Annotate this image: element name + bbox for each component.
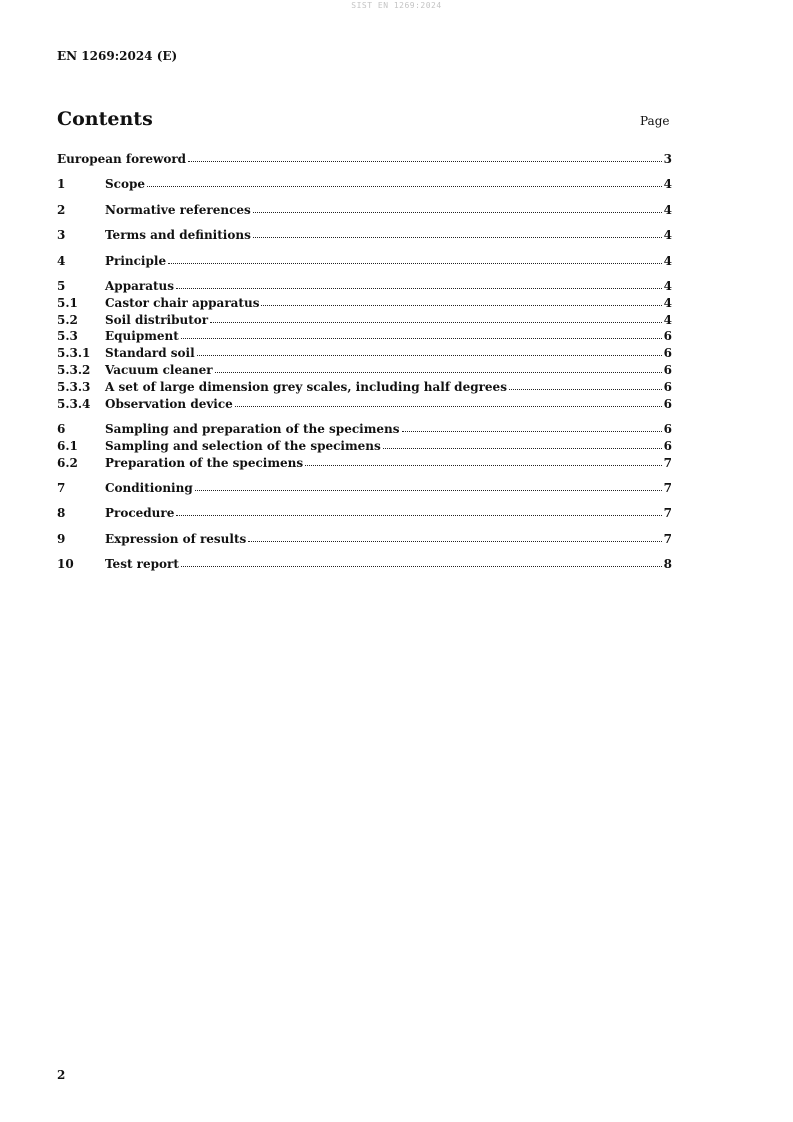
toc-entry-5-2[interactable] bbox=[57, 312, 672, 329]
toc-entry-title: Conditioning bbox=[105, 480, 193, 495]
toc-leader-dots bbox=[168, 254, 662, 264]
toc-entry-page: 4 bbox=[663, 295, 672, 310]
toc-entry-title: Preparation of the specimens bbox=[105, 455, 304, 470]
toc-entry-5[interactable] bbox=[57, 278, 672, 295]
toc-entry-6-1[interactable] bbox=[57, 438, 672, 455]
toc-leader-dots bbox=[147, 177, 662, 187]
toc-entry-5-3-2[interactable] bbox=[57, 362, 672, 379]
toc-entry-number: 5.3 bbox=[57, 329, 78, 344]
toc-entry-page: 6 bbox=[663, 346, 672, 361]
toc-leader-dots bbox=[181, 557, 662, 567]
toc-leader-dots bbox=[261, 296, 661, 306]
toc-entry-title: Terms and definitions bbox=[105, 228, 251, 243]
toc-entry-title: A set of large dimension grey scales, including half degrees bbox=[105, 379, 507, 394]
toc-entry-5-3-3[interactable] bbox=[57, 379, 672, 396]
toc-entry-page: 3 bbox=[663, 152, 672, 166]
toc-leader-dots bbox=[402, 422, 662, 432]
toc-entry-title: Scope bbox=[105, 177, 146, 192]
contents-heading: Contents bbox=[57, 108, 153, 130]
toc-entry-page: 4 bbox=[663, 202, 672, 217]
toc-entry-5-3-1[interactable] bbox=[57, 345, 672, 362]
toc-entry-page: 6 bbox=[663, 362, 672, 377]
table-of-contents bbox=[57, 151, 672, 573]
toc-entry-page: 6 bbox=[663, 379, 672, 394]
toc-leader-dots bbox=[248, 532, 661, 542]
toc-entry-title: Normative references bbox=[105, 202, 251, 217]
toc-entry-number: 6.1 bbox=[57, 438, 78, 453]
toc-entry-page: 7 bbox=[663, 455, 672, 470]
toc-entry-number: 5.1 bbox=[57, 295, 78, 310]
toc-leader-dots bbox=[197, 346, 662, 356]
toc-entry-1[interactable] bbox=[57, 176, 672, 193]
toc-entry-page: 7 bbox=[663, 480, 672, 495]
toc-leader-dots bbox=[305, 456, 662, 466]
toc-entry-number: 5.3.3 bbox=[57, 379, 91, 394]
toc-leader-dots bbox=[383, 439, 662, 449]
toc-entry-6[interactable] bbox=[57, 421, 672, 438]
toc-entry-number: 1 bbox=[57, 177, 66, 192]
toc-entry-page: 6 bbox=[663, 421, 672, 436]
toc-entry-number: 5.2 bbox=[57, 312, 78, 327]
toc-entry-page: 4 bbox=[663, 253, 672, 268]
toc-entry-number: 10 bbox=[57, 557, 74, 572]
toc-entry-page: 4 bbox=[663, 228, 672, 243]
toc-entry-number: 2 bbox=[57, 202, 66, 217]
toc-entry-page: 4 bbox=[663, 278, 672, 293]
toc-entry-title: Procedure bbox=[105, 506, 175, 521]
toc-leader-dots bbox=[176, 279, 662, 289]
toc-leader-dots bbox=[253, 228, 662, 238]
toc-entry-page: 7 bbox=[663, 531, 672, 546]
toc-entry-title: Sampling and preparation of the specimens bbox=[105, 421, 400, 436]
document-id: EN 1269:2024 (E) bbox=[57, 49, 178, 63]
watermark: SIST EN 1269:2024 bbox=[351, 1, 442, 10]
toc-entry-5-1[interactable] bbox=[57, 295, 672, 312]
toc-entry-8[interactable] bbox=[57, 505, 672, 522]
toc-entry-title: Equipment bbox=[105, 329, 179, 344]
toc-entry-page: 4 bbox=[663, 177, 672, 192]
toc-entry-5-3-4[interactable] bbox=[57, 396, 672, 413]
toc-entry-title: Expression of results bbox=[105, 531, 247, 546]
toc-entry-title: Standard soil bbox=[105, 346, 195, 361]
toc-leader-dots bbox=[181, 329, 662, 339]
toc-entry-title: Principle bbox=[105, 253, 167, 268]
toc-entry-title: Soil distributor bbox=[105, 312, 209, 327]
toc-entry-4[interactable] bbox=[57, 253, 672, 270]
toc-entry-number: 8 bbox=[57, 506, 66, 521]
toc-entry-title: Observation device bbox=[105, 396, 233, 411]
toc-entry-title: Apparatus bbox=[105, 278, 174, 293]
toc-entry-10[interactable] bbox=[57, 556, 672, 573]
page-number: 2 bbox=[57, 1068, 66, 1082]
toc-leader-dots bbox=[509, 380, 662, 390]
toc-leader-dots bbox=[253, 203, 662, 213]
toc-entry-number: 9 bbox=[57, 531, 66, 546]
toc-entry-page: 4 bbox=[663, 312, 672, 327]
toc-entry-number: 6.2 bbox=[57, 455, 78, 470]
toc-entry-foreword[interactable] bbox=[57, 151, 672, 168]
toc-entry-5-3[interactable] bbox=[57, 328, 672, 345]
toc-entry-title: European foreword bbox=[57, 152, 187, 166]
toc-entry-number: 5.3.1 bbox=[57, 346, 91, 361]
toc-entry-number: 5 bbox=[57, 278, 66, 293]
toc-leader-dots bbox=[195, 481, 662, 491]
toc-entry-page: 7 bbox=[663, 506, 672, 521]
toc-entry-7[interactable] bbox=[57, 480, 672, 497]
toc-entry-title: Sampling and selection of the specimens bbox=[105, 438, 381, 453]
toc-entry-number: 5.3.2 bbox=[57, 362, 91, 377]
toc-entry-page: 6 bbox=[663, 396, 672, 411]
toc-entry-3[interactable] bbox=[57, 227, 672, 244]
toc-leader-dots bbox=[210, 313, 662, 323]
toc-entry-title: Castor chair apparatus bbox=[105, 295, 260, 310]
toc-leader-dots bbox=[215, 363, 662, 373]
toc-entry-title: Vacuum cleaner bbox=[105, 362, 213, 377]
toc-leader-dots bbox=[176, 506, 661, 516]
toc-entry-title: Test report bbox=[105, 557, 179, 572]
toc-entry-2[interactable] bbox=[57, 202, 672, 219]
toc-entry-number: 5.3.4 bbox=[57, 396, 91, 411]
toc-leader-dots bbox=[188, 152, 662, 162]
page-column-label: Page bbox=[640, 114, 670, 128]
toc-entry-number: 7 bbox=[57, 480, 66, 495]
toc-entry-page: 6 bbox=[663, 329, 672, 344]
toc-leader-dots bbox=[235, 397, 662, 407]
toc-entry-number: 4 bbox=[57, 253, 66, 268]
toc-entry-9[interactable] bbox=[57, 531, 672, 548]
toc-entry-number: 6 bbox=[57, 421, 66, 436]
toc-entry-page: 8 bbox=[663, 557, 672, 572]
toc-entry-6-2[interactable] bbox=[57, 455, 672, 472]
toc-entry-number: 3 bbox=[57, 228, 66, 243]
toc-entry-page: 6 bbox=[663, 438, 672, 453]
